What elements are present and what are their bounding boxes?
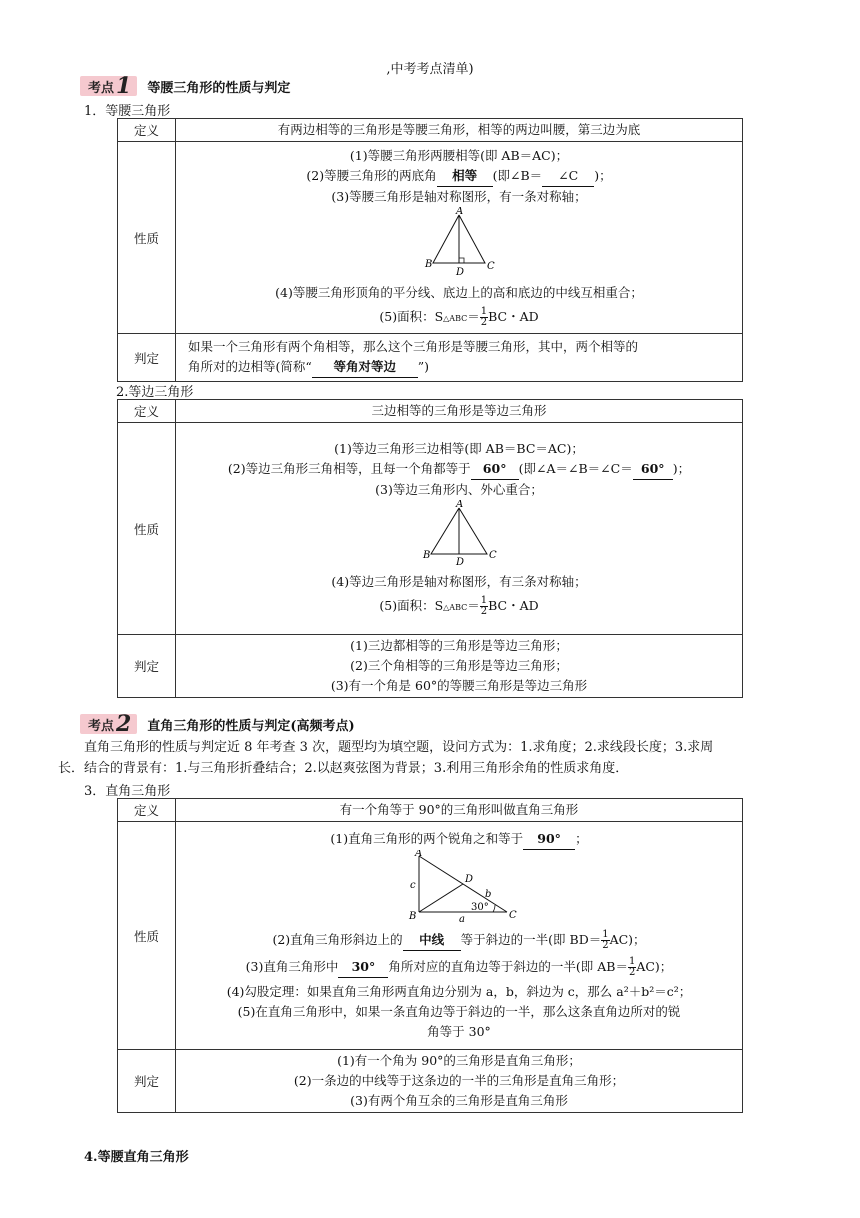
label-b: B [409,911,417,922]
frac-den: 2 [602,940,609,951]
e5-pre: (5)面积：S [379,598,444,613]
blank-equal-angles: 相等 [437,166,493,187]
isosceles-table [117,118,743,382]
median-bd [419,884,463,912]
def2-key: 定义 [118,400,176,423]
prop-line-4: (4)等腰三角形顶角的平分线、底边上的高和底边的中线互相重合； [275,285,643,300]
p5-post: BC・AD [488,309,539,324]
blank-ninety: 90° [523,829,575,850]
eq-line-1: (1)等边三角形三边相等(即 AB＝BC＝AC)； [334,441,584,456]
e5-sub: △ABC [443,603,468,612]
def3-text: 有一个角等于 90°的三角形叫做直角三角形 [176,799,743,822]
blank-equal-angles-sides: 等角对等边 [312,357,418,378]
prop-line-3: (3)等腰三角形是轴对称图形，有一条对称轴； [331,189,587,204]
subheading-isosceles: 1．等腰三角形 [84,104,171,119]
subheading-equilateral: 2.等边三角形 [116,385,194,400]
fraction-half [480,596,488,617]
frac-den: 2 [628,967,636,978]
badge-label: 考点 [88,718,115,734]
judge-line-2 [188,357,736,378]
right-triangle-figure [399,850,519,924]
r2-mid: 等于斜边的一半(即 BD＝ [460,932,602,947]
frac-den: 2 [480,317,488,328]
judge-line-1: 如果一个三角形有两个角相等，那么这个三角形是等腰三角形，其中，两个相等的 [188,339,639,354]
r2-post: AC)； [609,932,646,947]
r3-mid: 角所对应的直角边等于斜边的一半(即 AB＝ [388,959,628,974]
right-angle-mark [459,258,464,263]
right-triangle-table [117,798,743,1113]
rj-line-2: (2)一条边的中线等于这条边的一半的三角形是直角三角形； [293,1073,625,1088]
badge-number: 2 [116,711,132,737]
p2-pre: (2)等腰三角形的两底角 [306,168,437,183]
intro-paragraph-line-1: 直角三角形的性质与判定近 8 年考查 3 次，题型均为填空题，设问方式为：1.求角度；2.求线段长度；3.求周 [84,740,714,755]
frac-num: 1 [628,956,636,967]
judge3-cell [176,1050,743,1113]
judge3-key: 判定 [118,1050,176,1113]
prop-line-1: (1)等腰三角形两腰相等(即 AB＝AC)； [349,148,569,163]
def3-key: 定义 [118,799,176,822]
r3-post: AC)； [636,959,673,974]
e2-mid: (即∠A＝∠B＝∠C＝ [518,461,633,476]
blank-thirty: 30° [338,957,388,978]
p5-sub: △ABC [443,314,468,323]
r2-pre: (2)直角三角形斜边上的 [272,932,403,947]
rt-line-2 [182,930,736,951]
frac-num: 1 [480,306,488,317]
label-a: A [415,850,423,859]
section1-title: 等腰三角形的性质与判定 [147,80,291,96]
ej-line-3: (3)有一个角是 60°的等腰三角形是等边三角形 [330,678,588,693]
frac-num: 1 [602,929,609,940]
eq-line-5 [182,596,736,618]
prop3-cell [176,822,743,1050]
label-a-side: a [459,914,465,924]
label-a: A [456,207,464,217]
label-b: B [423,550,431,561]
prop-line-2 [182,166,736,187]
prop-line-5 [182,307,736,329]
prop-key: 性质 [118,142,176,334]
section1-heading [80,73,291,99]
j2-pre: 角所对的边相等(简称“ [188,359,312,374]
label-c: C [489,550,497,561]
section2-heading [80,711,355,737]
intro-paragraph-line-2: 长．结合的背景有：1.与三角形折叠结合；2.以赵爽弦图为背景；3.利用三角形余角的性质求角度． [58,761,629,776]
prop2-cell [176,423,743,635]
rt-line-1 [182,829,736,850]
section2-title: 直角三角形的性质与判定(高频考点) [147,718,355,734]
label-d: D [456,267,465,277]
prop3-key: 性质 [118,822,176,1050]
label-d: D [456,557,465,566]
rt-line-3 [182,957,736,978]
equilateral-table [117,399,743,698]
fraction-half [480,307,488,328]
subheading-right-triangle: 3．直角三角形 [84,784,171,799]
ej-line-1: (1)三边都相等的三角形是等边三角形； [350,638,568,653]
r1-post: ； [575,831,588,846]
e2-post: )； [672,461,691,476]
rj-line-3: (3)有两个角互余的三角形是直角三角形 [350,1093,568,1108]
label-b: B [425,259,433,270]
r1-pre: (1)直角三角形的两个锐角之和等于 [330,831,524,846]
section2-badge [80,711,137,737]
rt-line-5b: 角等于 30° [427,1024,491,1039]
blank-sixty-1: 60° [471,459,519,480]
label-c: C [487,261,495,272]
p2-post: )； [594,168,612,183]
section1-badge [80,73,137,99]
judge2-cell [176,635,743,698]
judge-key: 判定 [118,334,176,382]
frac-den: 2 [480,606,488,617]
subheading-isosceles-right: 4.等腰直角三角形 [84,1150,189,1165]
frac-num: 1 [480,595,488,606]
badge-number: 1 [116,73,132,99]
page-header: ,中考考点清单) [386,62,474,77]
blank-median: 中线 [403,930,461,951]
prop2-key: 性质 [118,423,176,635]
j2-post: ”) [417,359,430,374]
p2-mid: (即∠B＝ [492,168,543,183]
label-a: A [456,500,464,510]
eq-line-4: (4)等边三角形是轴对称图形，有三条对称轴； [331,574,587,589]
blank-sixty-2: 60° [633,459,673,480]
judge2-key: 判定 [118,635,176,698]
ej-line-2: (2)三个角相等的三角形是等边三角形； [350,658,568,673]
label-c: C [509,910,517,921]
rt-line-4: (4)勾股定理：如果直角三角形两直角边分别为 a，b，斜边为 c，那么 a²＋b²＝c²； [226,984,692,999]
label-b-side: b [485,889,492,900]
eq-line-3: (3)等边三角形内、外心重合； [375,482,543,497]
angle-arc [493,905,495,912]
blank-angle-c: ∠C [542,166,594,187]
prop-cell [176,142,743,334]
e5-post: BC・AD [488,598,539,613]
def-text: 有两边相等的三角形是等腰三角形，相等的两边叫腰，第三边为底 [176,119,743,142]
isosceles-triangle-figure [419,207,499,277]
rj-line-1: (1)有一个角为 90°的三角形是直角三角形； [337,1053,581,1068]
p5-eq: ＝ [467,309,480,324]
p5-pre: (5)面积：S [379,309,444,324]
e5-eq: ＝ [467,598,480,613]
def2-text: 三边相等的三角形是等边三角形 [176,400,743,423]
eq-line-2 [182,459,736,480]
label-angle-30: 30° [471,902,489,913]
judge-cell [176,334,743,382]
r3-pre: (3)直角三角形中 [245,959,339,974]
e2-pre: (2)等边三角形三角相等，且每一个角都等于 [227,461,471,476]
equilateral-triangle-figure [419,500,499,566]
fraction-half [601,930,609,951]
rt-line-5a: (5)在直角三角形中，如果一条直角边等于斜边的一半，那么这条直角边所对的锐 [237,1004,681,1019]
label-c-side: c [410,880,416,891]
label-d: D [465,874,474,885]
badge-label: 考点 [88,80,115,96]
def-key: 定义 [118,119,176,142]
